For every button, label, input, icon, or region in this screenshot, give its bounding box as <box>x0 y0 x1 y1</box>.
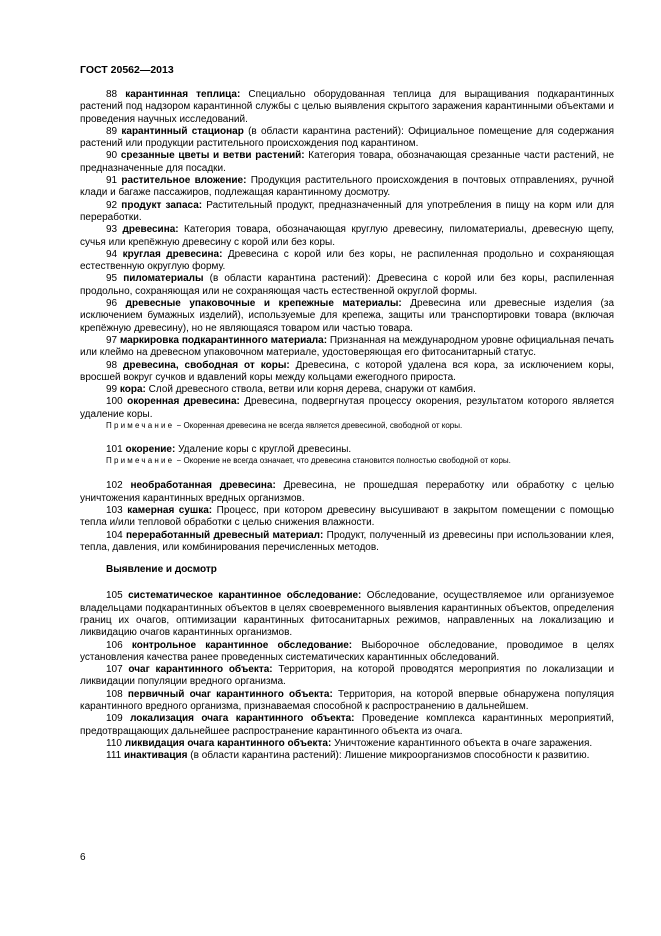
entry-number: 101 <box>106 443 123 455</box>
entry-number: 107 <box>106 664 123 676</box>
definition-entry <box>80 444 614 456</box>
entry-text: Категория товара, обозначающая круглую древесину, пиломатериалы, древесную щепу, сучья или крепёжную древесину с корой или без коры. <box>80 224 615 248</box>
definition-entry <box>80 298 614 335</box>
entry-number: 88 <box>106 89 118 100</box>
definition-entry <box>80 384 614 396</box>
entry-number: 111 <box>106 750 122 762</box>
entry-term: первичный очаг карантинного объекта: <box>127 688 333 700</box>
definition-entry <box>80 713 614 738</box>
entry-number: 89 <box>106 125 118 137</box>
entry-term: систематическое карантинное обследование: <box>128 590 362 602</box>
entry-number: 102 <box>106 480 123 492</box>
entry-text: Специально оборудованная теплица для выращивания подкарантинных растений под надзором карантинной службы с целью выявления скрытого заражения карантинными объектами и проведения научных исследований. <box>80 89 615 125</box>
entries-block-a <box>80 89 614 421</box>
definition-entry <box>80 273 614 298</box>
entry-term: очаг карантинного объекта: <box>128 664 273 676</box>
note-text: − Окоренная древесина не всегда является древесиной, свободной от коры. <box>176 421 463 431</box>
entry-term: карантинная теплица: <box>125 89 241 100</box>
entry-term: древесные упаковочные и крепежные материалы: <box>125 298 402 310</box>
entry-text: Уничтожение карантинного объекта в очаге заражения. <box>334 737 593 749</box>
entry-number: 91 <box>106 175 118 187</box>
entry-number: 96 <box>106 298 118 310</box>
section-title: Выявление и досмотр <box>106 564 217 576</box>
entry-number: 103 <box>106 504 123 516</box>
definition-entry <box>80 150 614 175</box>
entry-term: срезанные цветы и ветви растений: <box>120 150 305 162</box>
entry-text: Обследование, осуществляемое или организуемое владельцами подкарантинных объектов в целях своевременного выявления карантинных объектов, определения границ их очагов, оптимизации карантинных фитосанитарных режимов, направленных на локализацию и ликвидацию очагов карантинных организмов. <box>80 590 615 639</box>
entry-number: 95 <box>106 273 118 285</box>
entry-text: (в области карантина растений): Лишение микроорганизмов способности к развитию. <box>190 750 590 762</box>
entry-term: кора: <box>119 384 146 396</box>
entries-block-b <box>80 480 614 554</box>
definition-entry <box>80 396 614 421</box>
entry-term: круглая древесина: <box>122 248 223 260</box>
definition-entry <box>80 590 614 639</box>
entry-text: (в области карантина растений): Официальное помещение для содержания растений или продукции растительного происхождения под карантином. <box>80 125 614 150</box>
entry-term: маркировка подкарантинного материала: <box>119 334 328 346</box>
entries-block-c <box>80 590 614 762</box>
definition-entry <box>80 480 614 505</box>
definition-entry <box>80 200 614 225</box>
note <box>80 456 614 467</box>
entry-number: 92 <box>106 199 118 211</box>
entry-text: Слой древесного ствола, ветви или корня дерева, снаружи от камбия. <box>148 384 476 396</box>
entry-number: 104 <box>106 529 123 541</box>
entry-term: окоренная древесина: <box>127 396 240 408</box>
definition-entry <box>80 689 614 714</box>
entry-text: Древесина или древесные изделия (за исключением бумажных изделий), используемые для крепежа, защиты или транспортировки товара (включая крепёжную древесину), но не являющаяся товаром или частью товара. <box>80 298 615 334</box>
entry-text: Древесина, подвергнутая процессу окорения, результатом которого является удаление коры. <box>80 396 614 420</box>
entry-number: 110 <box>106 737 122 749</box>
entry-text: Выборочное обследование, проводимое в целях установления качества ранее проведенных систематических карантинных обследований. <box>80 639 614 663</box>
entry-number: 97 <box>106 334 118 346</box>
entry-number: 106 <box>106 639 123 651</box>
entry-number: 99 <box>106 384 118 396</box>
entry-term: продукт запаса: <box>121 199 203 211</box>
entry-text: Удаление коры с круглой древесины. <box>178 443 352 455</box>
entry-term: контрольное карантинное обследование: <box>131 639 353 651</box>
definition-entry <box>80 224 614 249</box>
entry-term: растительное вложение: <box>121 175 247 187</box>
entry-text: Древесина, с которой удалена вся кора, за исключением коры, вросшей вокруг сучков и вдавлений коры между кольцами ежегодного прироста. <box>80 359 614 383</box>
definition-entry <box>80 360 614 385</box>
note <box>80 421 614 432</box>
entry-text: Продукция растительного происхождения в почтовых отправлениях, ручной клади и багаже пассажиров, подлежащая карантинному досмотру. <box>80 175 614 199</box>
definition-entry <box>80 89 614 126</box>
page-number: 6 <box>80 852 86 863</box>
note-label: Примечание <box>106 421 175 431</box>
definition-entry <box>80 640 614 665</box>
entry-term: карантинный стационар <box>121 125 244 137</box>
entry-number: 98 <box>106 359 118 371</box>
note-label: Примечание <box>106 455 175 465</box>
definition-entry <box>80 249 614 274</box>
entry-text: Растительный продукт, предназначенный для употребления в пищу на корм или для переработки. <box>80 199 615 223</box>
definition-entry <box>80 126 614 151</box>
entry-term: локализация очага карантинного объекта: <box>130 713 355 725</box>
definition-entry <box>80 750 614 762</box>
entry-text: Проведение комплекса карантинных мероприятий, предотвращающих дальнейшее распространение карантинного объекта из очага. <box>80 713 614 737</box>
definition-entry <box>80 530 614 555</box>
entry-text: Процесс, при котором древесину высушивают в закрытом помещении с помощью тепла и/или тепловой обработки с целью снижения влажности. <box>80 504 615 529</box>
entry-text: Территория, на которой проводятся мероприятия по локализации и ликвидации популяции вредного организма. <box>80 664 615 688</box>
entry-term: необработанная древесина: <box>130 480 276 492</box>
entry-term: переработанный древесный материал: <box>126 529 324 541</box>
entry-number: 105 <box>106 590 123 602</box>
entry-text: (в области карантина растений): Древесина с корой или без коры, распиленная продольно, сохраняющая или не сохраняющая часть естественной округлой формы. <box>80 273 615 297</box>
entry-text: Территория, на которой впервые обнаружена популяция карантинного вредного организма, признаваемая способной к распространению в дальнейшем. <box>80 688 615 713</box>
entry-term: древесина, свободная от коры: <box>123 359 290 371</box>
entry-text: Продукт, полученный из древесины при использовании клея, тепла, давления, или комбинирования перечисленных методов. <box>80 529 615 553</box>
entry-term: инактивация <box>123 750 188 762</box>
entry-text: Древесина с корой или без коры, не распиленная продольно и сохраняющая естественную округлую форму. <box>80 248 615 273</box>
entry-term: пиломатериалы <box>123 273 204 285</box>
entry-text: Древесина, не прошедшая переработку или обработку с целью уничтожения карантинных вредных организмов. <box>80 480 614 504</box>
definition-entry <box>80 664 614 689</box>
entry-number: 108 <box>106 688 123 700</box>
entry-term: камерная сушка: <box>127 504 213 516</box>
entry-text: Категория товара, обозначающая срезанные части растений, не предназначенные для посадки. <box>80 150 615 174</box>
entry-number: 94 <box>106 248 118 260</box>
entry-term: окорение: <box>125 443 176 455</box>
entry-number: 93 <box>106 224 118 236</box>
definition-entry <box>80 335 614 360</box>
document-code: ГОСТ 20562—2013 <box>80 64 174 76</box>
definition-entry <box>80 505 614 530</box>
definition-entry <box>80 738 614 750</box>
entry-term: древесина: <box>122 224 179 236</box>
entry-number: 100 <box>106 396 123 408</box>
entry-number: 90 <box>106 150 118 162</box>
document-body <box>80 89 614 763</box>
definition-entry <box>80 175 614 200</box>
entry-text: Признанная на международном уровне официальная печать или клеймо на древесном упаковочном материале, удостоверяющая его фитосанитарный статус. <box>80 334 614 359</box>
note-text: − Окорение не всегда означает, что древесина становится полностью свободной от коры. <box>176 455 511 465</box>
entry-term: ликвидация очага карантинного объекта: <box>124 737 332 749</box>
entry-number: 109 <box>106 713 123 725</box>
